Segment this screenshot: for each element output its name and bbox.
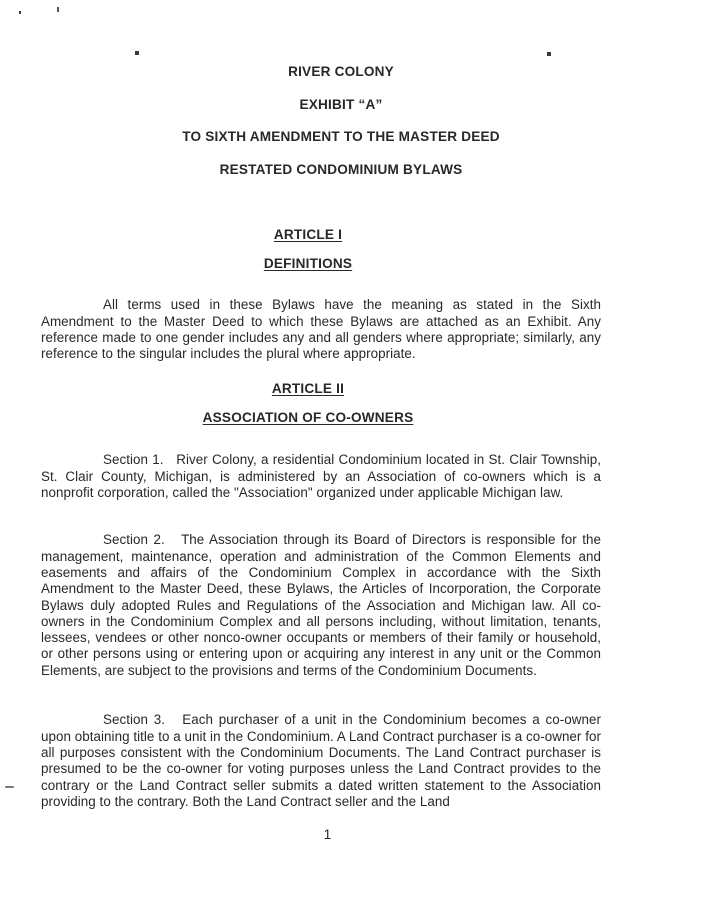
- article-2-section-3-paragraph: Section 3. Each purchaser of a unit in the Condominium becomes a co-owner upon obtaining title to a unit in the Condominium. A Land Contract purchaser is a co-owner for all purposes consistent with the Condominium Documents. The Land Contract purchaser is presumed to be the co-owner for voting purposes unless the Land Contract provides to the contrary or the Land Contract seller submits a dated written statement to the Association providing to the contrary. Both the Land Contract seller and the Land: [41, 712, 601, 809]
- scan-artifact: [547, 52, 551, 56]
- article-2-section-1-paragraph: Section 1. River Colony, a residential Condominium located in St. Clair Township, St. Clair County, Michigan, is administered by an Association of co-owners which is a nonprofit corporation, called the "Association" organized under applicable Michigan law.: [41, 452, 601, 500]
- article-2-heading: ARTICLE II: [271, 381, 345, 396]
- scan-artifact: [19, 11, 21, 14]
- scan-artifact: [135, 51, 139, 55]
- doc-title: RIVER COLONY: [288, 64, 394, 79]
- doc-bylaws-line: RESTATED CONDOMINIUM BYLAWS: [219, 161, 463, 177]
- doc-exhibit-line: EXHIBIT “A”: [299, 96, 383, 112]
- article-1-paragraph: All terms used in these Bylaws have the meaning as stated in the Sixth Amendment to the Master Deed to which these Bylaws are attached as an Exhibit. Any reference made to one gender includes any and all genders where appropriate; similarly, any reference to the singular includes the plural where appropriate.: [41, 297, 601, 362]
- article-1-subheading: DEFINITIONS: [263, 256, 353, 271]
- article-2-section-2-paragraph: Section 2. The Association through its Board of Directors is responsible for the management, maintenance, operation and administration of the Common Elements and easements and affairs of the Condominium Complex in accordance with the Sixth Amendment to the Master Deed, these Bylaws, the Articles of Incorporation, the Corporate Bylaws duly adopted Rules and Regulations of the Association and Michigan law. All co-owners in the Condominium Complex and all persons including, without limitation, tenants, lessees, vendees or other nonco-owner occupants or members of their family or household, or other persons using or entering upon or acquiring any interest in any unit or the Common Elements, are subject to the provisions and terms of the Condominium Documents.: [41, 532, 601, 678]
- article-2-subheading: ASSOCIATION OF CO-OWNERS: [202, 410, 414, 425]
- scan-artifact: [57, 7, 59, 12]
- article-1-heading: ARTICLE I: [273, 227, 343, 242]
- document-header: [78, 64, 604, 194]
- scan-artifact: [5, 786, 14, 788]
- page-number: 1: [323, 827, 332, 842]
- doc-amendment-line: TO SIXTH AMENDMENT TO THE MASTER DEED: [182, 129, 500, 144]
